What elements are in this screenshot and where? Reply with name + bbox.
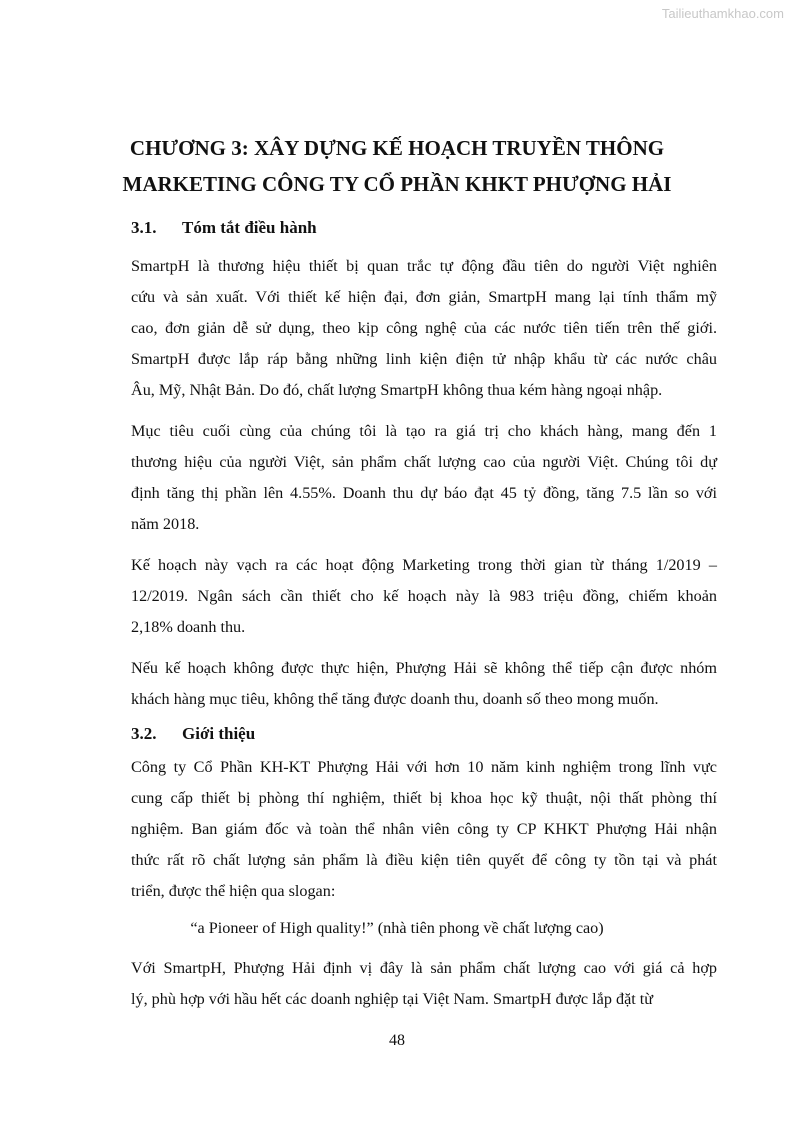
text-line: cung cấp thiết bị phòng thí nghiệm, thiết bị khoa học kỹ thuật, nội thất phòng thí (131, 789, 717, 807)
section-number: 3.2. (131, 724, 157, 743)
text-line: SmartpH là thương hiệu thiết bị quan trắc tự động đầu tiên do người Việt nghiên (131, 257, 717, 275)
paragraph-risk (131, 653, 717, 715)
paragraph-goals (131, 416, 717, 540)
chapter-title-line: CHƯƠNG 3: XÂY DỰNG KẾ HOẠCH TRUYỀN THÔNG (129, 136, 665, 160)
text-line: Công ty Cổ Phần KH-KT Phượng Hải với hơn 10 năm kinh nghiệm trong lĩnh vực (131, 758, 717, 776)
text-line: triển, được thể hiện qua slogan: (131, 882, 336, 900)
text-line: 12/2019. Ngân sách cần thiết cho kế hoạch này là 983 triệu đồng, chiếm khoản (131, 587, 717, 605)
text-line: Âu, Mỹ, Nhật Bản. Do đó, chất lượng SmartpH không thua kém hàng ngoại nhập. (131, 381, 663, 399)
page-number: 48 (389, 1032, 405, 1049)
text-line: cao, đơn giản dễ sử dụng, theo kịp công nghệ của các nước tiên tiến trên thế giới. (131, 319, 717, 337)
text-line: Nếu kế hoạch không được thực hiện, Phượng Hải sẽ không thể tiếp cận được nhóm (131, 659, 717, 677)
text-line: thức rất rõ chất lượng sản phẩm là điều kiện tiên quyết để công ty tồn tại và phát (131, 851, 717, 869)
chapter-title-line: MARKETING CÔNG TY CỔ PHẦN KHKT PHƯỢNG HẢI (122, 172, 672, 196)
text-line: thương hiệu của người Việt, sản phẩm chất lượng cao của người Việt. Chúng tôi dự (131, 453, 717, 471)
text-line: định tăng thị phần lên 4.55%. Doanh thu dự báo đạt 45 tỷ đồng, tăng 7.5 lần so với (131, 484, 717, 502)
section-number: 3.1. (131, 218, 157, 237)
chapter-title (100, 130, 694, 202)
text-line: lý, phù hợp với hầu hết các doanh nghiệp tại Việt Nam. SmartpH được lắp đặt từ (131, 990, 654, 1008)
text-line: Mục tiêu cuối cùng của chúng tôi là tạo ra giá trị cho khách hàng, mang đến 1 (131, 422, 717, 440)
section-heading-3-1 (131, 216, 317, 240)
paragraph-positioning (131, 953, 717, 1015)
text-line: cứu và sản xuất. Với thiết kế hiện đại, đơn giản, SmartpH mang lại tính thẩm mỹ (131, 288, 717, 306)
text-line: 2,18% doanh thu. (131, 618, 246, 636)
text-line: Với SmartpH, Phượng Hải định vị đây là sản phẩm chất lượng cao với giá cả hợp (131, 959, 717, 977)
section-title: Giới thiệu (182, 724, 256, 743)
text-line: khách hàng mục tiêu, không thể tăng được doanh thu, doanh số theo mong muốn. (131, 690, 659, 708)
watermark: Tailieuthamkhao.com (661, 6, 784, 21)
text-line: nghiệm. Ban giám đốc và toàn thể nhân viên công ty CP KHKT Phượng Hải nhận (131, 820, 717, 838)
slogan: “a Pioneer of High quality!” (nhà tiên phong về chất lượng cao) (190, 919, 604, 937)
paragraph-plan (131, 550, 717, 643)
text-line: SmartpH được lắp ráp bằng những linh kiện điện tử nhập khẩu từ các nước châu (131, 350, 717, 368)
section-title: Tóm tắt điều hành (182, 218, 317, 237)
paragraph-intro (131, 752, 717, 907)
text-line: năm 2018. (131, 515, 200, 533)
section-heading-3-2 (131, 722, 255, 746)
paragraph-summary (131, 251, 717, 406)
text-line: Kế hoạch này vạch ra các hoạt động Marketing trong thời gian từ tháng 1/2019 – (131, 556, 717, 574)
